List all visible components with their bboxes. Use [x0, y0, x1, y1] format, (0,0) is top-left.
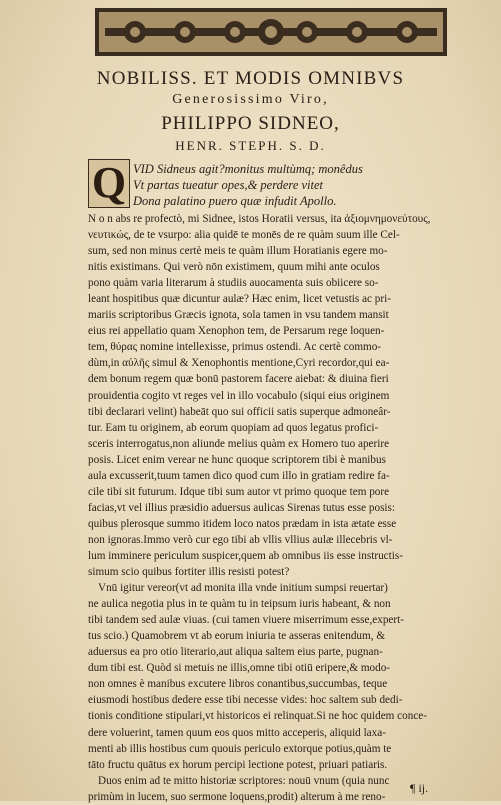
- text-line: tibi tandem sed aulæ viuas. (cui tamen viuere miserrimum esse,expert-: [88, 614, 404, 627]
- initial-letter: Q: [91, 158, 127, 207]
- text-line: tibi declarari velint) habeāt quo sui officii satis superque admoneâr-: [88, 405, 391, 418]
- text-line: ne aulica negotia plus in te quàm tu in teipsum iuris habeant, & non: [88, 598, 391, 611]
- text-line: prouidentia cogito vt reges vel in illo vocabulo (siqui eius originem: [88, 389, 390, 402]
- text-line: tāto fructu quātus ex horum percipi lectione potest, priuari patiaris.: [88, 758, 388, 771]
- text-line: dere voluerint, tamen quum eos quos mitto acceperis, aliquid laxa-: [88, 726, 386, 739]
- text-line: eiusmodi hostibus dedere esse tibi necesse vides: hoc saltem sub dedi-: [88, 694, 403, 707]
- text-line: tem, θύρας nomine intellexisse, primus ostendi. Ac certè commo-: [88, 341, 382, 354]
- text-line: Vnū igitur vereor(vt ad monita illa vnde initium sumpsi reuertar): [98, 582, 388, 595]
- text-line: Duos enim ad te mitto historiæ scriptores: nouū vnum (quia nunc: [98, 774, 390, 787]
- text-line: mariis scriptoribus Græcis ignota, sola tamen in vsu tandem mansit: [88, 309, 389, 322]
- text-line: eius rei appellatio quam Xenophon tem, de Persarum rege loquen-: [88, 325, 385, 338]
- text-line: aula excusserit,tuum tamen dico quod cum illo in gratiam redire fa-: [88, 469, 390, 482]
- text-line: dem bonum regem quæ bonū pastorem facere aiebat: & diuina fieri: [88, 373, 389, 386]
- verse-line: Dona palatino puero quæ infudit Apollo.: [133, 194, 337, 208]
- text-line: pono quàm varia literarum à studiis auocamenta suis obiicere so-: [88, 277, 379, 290]
- text-line: non ignoras.Immo verò cur ego tibi ab vllis vllius aulæ illecebris vl-: [88, 533, 393, 546]
- text-line: tionis conditione stipulari,vt historicos ei relinquat.Si ne hoc quidem conce-: [88, 710, 427, 723]
- text-line: cile tibi sit futurum. Idque tibi sum autor vt primo quoque tem pore: [88, 485, 390, 498]
- text-line: posis. Licet enim verear ne hunc quoque scriptorem tibi è manibus: [88, 453, 386, 466]
- text-line: primùm in lucem, suo sermone loquens,prodit) alterum à me reno-: [88, 790, 386, 803]
- text-line: tus scio.) Quamobrem vt ab eorum iniuria te asseras enitendum, &: [88, 630, 386, 643]
- text-line: menti ab illis hostibus cum quouis periculo extorque potius,quàm te: [88, 742, 392, 755]
- text-line: N o n abs re profectò, mi Sidnee, istos Horatii versus, ita ἀξιομνημονεύτους,: [88, 213, 431, 225]
- text-line: sum, sed non minus certè meis te quàm illum Horatianis egere mo-: [88, 245, 388, 258]
- text-line: lum imminere periculum suspicer,quem ab omnibus iis esse instructis-: [88, 549, 403, 562]
- text-line: simum scio quibus fortiter illis resisti potest?: [88, 566, 290, 579]
- text-line: dum tibi est. Quòd si metuis ne illis,omne tibi otiū eripere,& modo-: [88, 662, 391, 675]
- verse-line: Vt partas tueatur opes,& perdere vitet: [133, 178, 324, 192]
- text-line: quibus plerosque summo itidem loco natos prædam in ista ætate esse: [88, 517, 397, 530]
- dedication-subtitle: Generosissimo Viro,: [172, 92, 329, 107]
- text-line: leant hospitibus quæ dicuntur aulæ? Hæc enim, licet vetustis ac pri-: [88, 293, 391, 306]
- author-salutation: HENR. STEPH. S. D.: [175, 138, 326, 153]
- text-line: dùm,in αὐλῆς simul & Xenophontis mentione,Cyri recordor,qui ea-: [88, 357, 390, 370]
- text-line: tur. Eam tu originem, ab eorum quopiam ad quos legatus profici-: [88, 421, 379, 434]
- decorative-headpiece: [95, 8, 447, 56]
- text-line: νευτικώς, de te vsurpo: alia quidē te monēs de re quàm suum ille Cel-: [88, 229, 400, 242]
- dedicatee-name: PHILIPPO SIDNEO,: [161, 113, 340, 134]
- verse-line: VID Sidneus agit?monitus multùmq; monêdus: [133, 162, 363, 176]
- text-line: non omnes è manibus excutere libros conantibus,succumbas, teque: [88, 678, 388, 691]
- signature-mark: ¶ ij.: [410, 781, 429, 795]
- dedication-title: NOBILISS. ET MODIS OMNIBVS: [96, 68, 405, 89]
- decorated-initial: [88, 159, 130, 208]
- text-line: nitis existimans. Qui verò nōn existimem, quum mihi ante oculos: [88, 261, 380, 274]
- text-line: sceris interrogatus,non aliunde melius quàm ex Homero tuo aperire: [88, 437, 390, 450]
- body-text: [88, 211, 440, 805]
- text-line: facias,vt vel illius præsidio aduersus aulicas Sirenas tutus esse posis:: [88, 501, 395, 514]
- text-line: aduersus ea pro otio literario,aut aliqua saltem eius parte, pugnan-: [88, 646, 383, 659]
